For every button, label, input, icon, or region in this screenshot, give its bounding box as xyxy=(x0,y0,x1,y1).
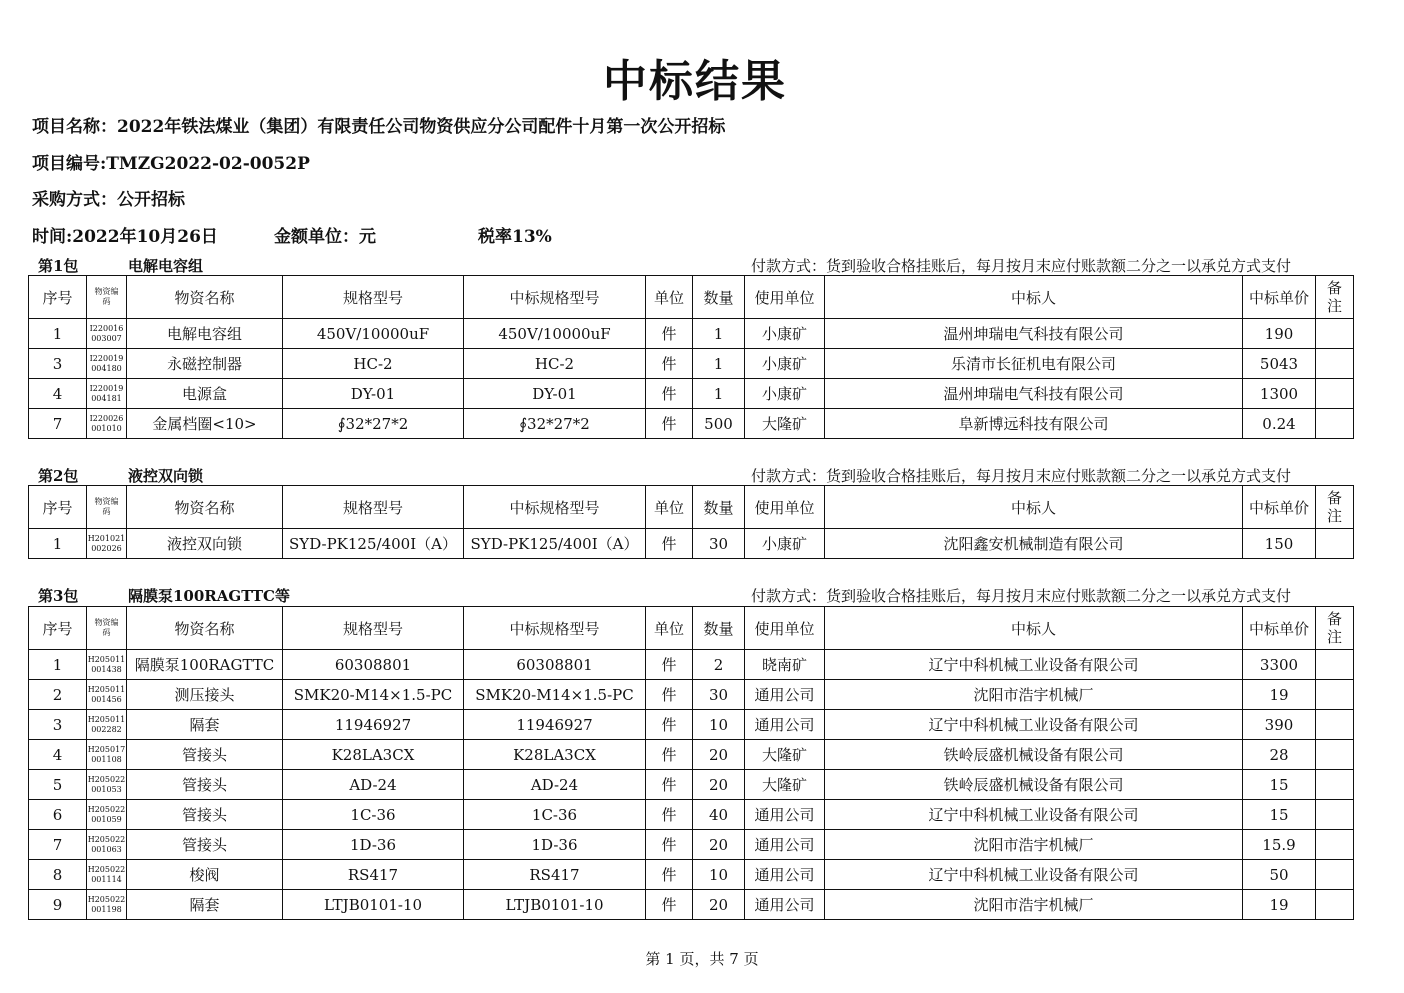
header-code: 物资编 码 xyxy=(87,486,127,529)
header-winner: 中标人 xyxy=(825,486,1243,529)
cell-name: 管接头 xyxy=(127,740,283,770)
cell-price: 3300 xyxy=(1243,650,1316,680)
cell-remark xyxy=(1316,680,1354,710)
cell-bid-spec: AD-24 xyxy=(464,770,646,800)
cell-qty: 10 xyxy=(693,710,745,740)
table-row xyxy=(29,830,1354,860)
cell-unit: 件 xyxy=(646,349,693,379)
cell-seq: 9 xyxy=(29,890,87,920)
cell-qty: 20 xyxy=(693,830,745,860)
cell-bid-spec: LTJB0101-10 xyxy=(464,890,646,920)
cell-unit: 件 xyxy=(646,529,693,559)
cell-code-line2: 001053 xyxy=(91,784,122,794)
cell-remark xyxy=(1316,890,1354,920)
payment-terms: 付款方式：货到验收合格挂账后，每月按月末应付账款额二分之一以承兑方式支付 xyxy=(750,467,1291,485)
table-header-row xyxy=(29,486,1354,529)
cell-remark xyxy=(1316,650,1354,680)
cell-winner: 铁岭辰盛机械设备有限公司 xyxy=(825,770,1243,800)
package-label: 第3包 xyxy=(38,587,79,605)
cell-remark xyxy=(1316,860,1354,890)
cell-seq: 7 xyxy=(29,409,87,439)
cell-bid-spec: K28LA3CX xyxy=(464,740,646,770)
table-row xyxy=(29,800,1354,830)
cell-seq: 6 xyxy=(29,800,87,830)
header-price: 中标单价 xyxy=(1243,486,1316,529)
cell-unit: 件 xyxy=(646,890,693,920)
cell-user: 小康矿 xyxy=(745,349,825,379)
cell-name: 金属档圈<10> xyxy=(127,409,283,439)
header-spec: 规格型号 xyxy=(283,486,464,529)
cell-remark xyxy=(1316,770,1354,800)
cell-code-line2: 001438 xyxy=(91,664,122,674)
package-header xyxy=(28,257,1353,275)
cell-unit: 件 xyxy=(646,800,693,830)
cell-code xyxy=(87,860,127,890)
cell-seq: 8 xyxy=(29,860,87,890)
cell-spec: HC-2 xyxy=(283,349,464,379)
cell-user: 小康矿 xyxy=(745,319,825,349)
cell-user: 大隆矿 xyxy=(745,770,825,800)
cell-unit: 件 xyxy=(646,650,693,680)
cell-spec: 450V/10000uF xyxy=(283,319,464,349)
cell-name: 电源盒 xyxy=(127,379,283,409)
cell-name: 永磁控制器 xyxy=(127,349,283,379)
page-footer: 第 1 页，共 7 页 xyxy=(645,950,759,968)
cell-winner: 阜新博远科技有限公司 xyxy=(825,409,1243,439)
cell-winner: 辽宁中科机械工业设备有限公司 xyxy=(825,860,1243,890)
cell-code xyxy=(87,349,127,379)
header-remark: 备 注 xyxy=(1316,486,1354,529)
cell-qty: 500 xyxy=(693,409,745,439)
cell-unit: 件 xyxy=(646,830,693,860)
header-name: 物资名称 xyxy=(127,276,283,319)
cell-unit: 件 xyxy=(646,770,693,800)
table-header-row xyxy=(29,276,1354,319)
cell-code-line1: H205011 xyxy=(87,684,126,694)
cell-price: 150 xyxy=(1243,529,1316,559)
cell-code-line2: 001114 xyxy=(91,874,122,884)
cell-code-line2: 001456 xyxy=(91,694,122,704)
table-row xyxy=(29,349,1354,379)
cell-code xyxy=(87,770,127,800)
header-winner: 中标人 xyxy=(825,607,1243,650)
cell-bid-spec: HC-2 xyxy=(464,349,646,379)
cell-spec: RS417 xyxy=(283,860,464,890)
cell-seq: 7 xyxy=(29,830,87,860)
header-price: 中标单价 xyxy=(1243,607,1316,650)
cell-code-line2: 001108 xyxy=(91,754,122,764)
cell-price: 28 xyxy=(1243,740,1316,770)
payment-terms: 付款方式：货到验收合格挂账后，每月按月末应付账款额二分之一以承兑方式支付 xyxy=(750,257,1291,275)
header-bid-spec: 中标规格型号 xyxy=(464,276,646,319)
table-row xyxy=(29,860,1354,890)
cell-price: 0.24 xyxy=(1243,409,1316,439)
cell-price: 15 xyxy=(1243,800,1316,830)
table-row xyxy=(29,650,1354,680)
cell-spec: 11946927 xyxy=(283,710,464,740)
cell-name: 液控双向锁 xyxy=(127,529,283,559)
cell-winner: 辽宁中科机械工业设备有限公司 xyxy=(825,650,1243,680)
cell-user: 小康矿 xyxy=(745,379,825,409)
cell-code xyxy=(87,710,127,740)
cell-code-line2: 004181 xyxy=(91,393,122,403)
cell-user: 小康矿 xyxy=(745,529,825,559)
cell-winner: 沈阳市浩宇机械厂 xyxy=(825,830,1243,860)
cell-code-line1: I220019 xyxy=(89,353,124,363)
cell-bid-spec: SMK20-M14×1.5-PC xyxy=(464,680,646,710)
table-header-row xyxy=(29,607,1354,650)
cell-code-line2: 003007 xyxy=(91,333,122,343)
page-title: 中标结果 xyxy=(603,56,787,107)
cell-unit: 件 xyxy=(646,319,693,349)
cell-code-line2: 001059 xyxy=(91,814,122,824)
header-unit: 单位 xyxy=(646,486,693,529)
cell-winner: 沈阳市浩宇机械厂 xyxy=(825,680,1243,710)
cell-remark xyxy=(1316,319,1354,349)
cell-code-line1: H205017 xyxy=(87,744,126,754)
header-qty: 数量 xyxy=(693,276,745,319)
cell-winner: 温州坤瑞电气科技有限公司 xyxy=(825,319,1243,349)
header-spec: 规格型号 xyxy=(283,607,464,650)
cell-name: 管接头 xyxy=(127,770,283,800)
cell-qty: 30 xyxy=(693,680,745,710)
cell-qty: 20 xyxy=(693,890,745,920)
header-unit: 单位 xyxy=(646,607,693,650)
cell-code-line2: 001063 xyxy=(91,844,122,854)
cell-bid-spec: 11946927 xyxy=(464,710,646,740)
cell-bid-spec: RS417 xyxy=(464,860,646,890)
header-qty: 数量 xyxy=(693,607,745,650)
cell-winner: 沈阳市浩宇机械厂 xyxy=(825,890,1243,920)
cell-price: 190 xyxy=(1243,319,1316,349)
cell-qty: 2 xyxy=(693,650,745,680)
cell-code-line1: I220019 xyxy=(89,383,124,393)
header-remark: 备 注 xyxy=(1316,607,1354,650)
cell-name: 管接头 xyxy=(127,830,283,860)
cell-user: 大隆矿 xyxy=(745,740,825,770)
cell-bid-spec: DY-01 xyxy=(464,379,646,409)
cell-bid-spec: 1D-36 xyxy=(464,830,646,860)
cell-remark xyxy=(1316,830,1354,860)
cell-price: 15.9 xyxy=(1243,830,1316,860)
cell-unit: 件 xyxy=(646,680,693,710)
package-header xyxy=(28,587,1353,605)
cell-remark xyxy=(1316,800,1354,830)
header-user: 使用单位 xyxy=(745,607,825,650)
cell-spec: 60308801 xyxy=(283,650,464,680)
cell-unit: 件 xyxy=(646,409,693,439)
cell-code-line1: H205022 xyxy=(87,864,126,874)
cell-code-line1: H205022 xyxy=(87,834,126,844)
header-winner: 中标人 xyxy=(825,276,1243,319)
header-name: 物资名称 xyxy=(127,486,283,529)
package-name: 隔膜泵100RAGTTC等 xyxy=(128,587,290,605)
cell-code-line2: 002026 xyxy=(91,543,122,553)
table-row xyxy=(29,710,1354,740)
cell-remark xyxy=(1316,529,1354,559)
cell-code xyxy=(87,680,127,710)
header-name: 物资名称 xyxy=(127,607,283,650)
cell-winner: 乐清市长征机电有限公司 xyxy=(825,349,1243,379)
cell-price: 19 xyxy=(1243,890,1316,920)
cell-seq: 1 xyxy=(29,529,87,559)
cell-name: 管接头 xyxy=(127,800,283,830)
package-label: 第2包 xyxy=(38,467,79,485)
cell-price: 390 xyxy=(1243,710,1316,740)
cell-qty: 40 xyxy=(693,800,745,830)
cell-winner: 铁岭辰盛机械设备有限公司 xyxy=(825,740,1243,770)
cell-code-line1: H205022 xyxy=(87,774,126,784)
cell-spec: 1D-36 xyxy=(283,830,464,860)
currency-unit: 金额单位：元 xyxy=(274,227,376,247)
cell-name: 梭阀 xyxy=(127,860,283,890)
cell-code xyxy=(87,319,127,349)
cell-name: 电解电容组 xyxy=(127,319,283,349)
cell-seq: 1 xyxy=(29,650,87,680)
header-seq: 序号 xyxy=(29,607,87,650)
header-remark: 备 注 xyxy=(1316,276,1354,319)
header-spec: 规格型号 xyxy=(283,276,464,319)
table-row xyxy=(29,379,1354,409)
table-row xyxy=(29,529,1354,559)
cell-remark xyxy=(1316,409,1354,439)
cell-user: 晓南矿 xyxy=(745,650,825,680)
cell-bid-spec: SYD-PK125/400I（A） xyxy=(464,529,646,559)
header-price: 中标单价 xyxy=(1243,276,1316,319)
cell-code xyxy=(87,740,127,770)
cell-name: 隔套 xyxy=(127,710,283,740)
cell-seq: 2 xyxy=(29,680,87,710)
header-user: 使用单位 xyxy=(745,276,825,319)
cell-code-line1: I220026 xyxy=(89,413,124,423)
cell-qty: 20 xyxy=(693,740,745,770)
cell-remark xyxy=(1316,740,1354,770)
package-header xyxy=(28,467,1353,485)
cell-code-line1: I220016 xyxy=(89,323,124,333)
table-row xyxy=(29,740,1354,770)
cell-code xyxy=(87,650,127,680)
cell-user: 通用公司 xyxy=(745,830,825,860)
cell-user: 通用公司 xyxy=(745,890,825,920)
cell-code xyxy=(87,409,127,439)
header-seq: 序号 xyxy=(29,276,87,319)
cell-winner: 辽宁中科机械工业设备有限公司 xyxy=(825,800,1243,830)
package-table xyxy=(28,606,1354,920)
cell-spec: SMK20-M14×1.5-PC xyxy=(283,680,464,710)
cell-code-line2: 004180 xyxy=(91,363,122,373)
table-row xyxy=(29,409,1354,439)
cell-user: 通用公司 xyxy=(745,860,825,890)
cell-remark xyxy=(1316,710,1354,740)
cell-qty: 10 xyxy=(693,860,745,890)
header-code: 物资编 码 xyxy=(87,276,127,319)
cell-seq: 1 xyxy=(29,319,87,349)
table-row xyxy=(29,770,1354,800)
cell-price: 15 xyxy=(1243,770,1316,800)
cell-spec: K28LA3CX xyxy=(283,740,464,770)
cell-code-line1: H205011 xyxy=(87,654,126,664)
cell-bid-spec: 1C-36 xyxy=(464,800,646,830)
package-name: 液控双向锁 xyxy=(128,467,204,485)
header-qty: 数量 xyxy=(693,486,745,529)
cell-spec: LTJB0101-10 xyxy=(283,890,464,920)
table-row xyxy=(29,319,1354,349)
tax-rate: 税率13% xyxy=(478,227,552,247)
cell-qty: 30 xyxy=(693,529,745,559)
package-name: 电解电容组 xyxy=(128,257,204,275)
cell-winner: 温州坤瑞电气科技有限公司 xyxy=(825,379,1243,409)
cell-user: 通用公司 xyxy=(745,710,825,740)
cell-seq: 4 xyxy=(29,379,87,409)
cell-code-line1: H201021 xyxy=(87,533,126,543)
cell-price: 19 xyxy=(1243,680,1316,710)
cell-code xyxy=(87,800,127,830)
cell-code xyxy=(87,529,127,559)
cell-code-line2: 001010 xyxy=(91,423,122,433)
cell-bid-spec: 450V/10000uF xyxy=(464,319,646,349)
cell-unit: 件 xyxy=(646,379,693,409)
cell-qty: 1 xyxy=(693,319,745,349)
cell-code xyxy=(87,890,127,920)
cell-price: 1300 xyxy=(1243,379,1316,409)
cell-unit: 件 xyxy=(646,740,693,770)
cell-code-line1: H205022 xyxy=(87,894,126,904)
cell-remark xyxy=(1316,349,1354,379)
project-number: 项目编号:TMZG2022-02-0052P xyxy=(32,154,310,174)
cell-spec: SYD-PK125/400I（A） xyxy=(283,529,464,559)
cell-price: 5043 xyxy=(1243,349,1316,379)
cell-code-line1: H205011 xyxy=(87,714,126,724)
header-unit: 单位 xyxy=(646,276,693,319)
cell-user: 通用公司 xyxy=(745,680,825,710)
payment-terms: 付款方式：货到验收合格挂账后，每月按月末应付账款额二分之一以承兑方式支付 xyxy=(750,587,1291,605)
header-code: 物资编 码 xyxy=(87,607,127,650)
package-label: 第1包 xyxy=(38,257,79,275)
header-seq: 序号 xyxy=(29,486,87,529)
header-user: 使用单位 xyxy=(745,486,825,529)
cell-qty: 1 xyxy=(693,349,745,379)
cell-name: 测压接头 xyxy=(127,680,283,710)
cell-code-line1: H205022 xyxy=(87,804,126,814)
cell-seq: 3 xyxy=(29,710,87,740)
cell-seq: 4 xyxy=(29,740,87,770)
table-row xyxy=(29,680,1354,710)
cell-spec: 1C-36 xyxy=(283,800,464,830)
cell-code xyxy=(87,379,127,409)
cell-bid-spec: ∮32*27*2 xyxy=(464,409,646,439)
cell-qty: 20 xyxy=(693,770,745,800)
cell-code-line2: 002282 xyxy=(91,724,122,734)
cell-user: 通用公司 xyxy=(745,800,825,830)
header-bid-spec: 中标规格型号 xyxy=(464,486,646,529)
cell-seq: 3 xyxy=(29,349,87,379)
meta-line xyxy=(32,226,552,248)
cell-name: 隔套 xyxy=(127,890,283,920)
cell-price: 50 xyxy=(1243,860,1316,890)
package-table xyxy=(28,275,1354,439)
header-bid-spec: 中标规格型号 xyxy=(464,607,646,650)
cell-name: 隔膜泵100RAGTTC xyxy=(127,650,283,680)
cell-bid-spec: 60308801 xyxy=(464,650,646,680)
cell-code-line2: 001198 xyxy=(91,904,122,914)
package-table xyxy=(28,485,1354,559)
project-name: 项目名称：2022年铁法煤业（集团）有限责任公司物资供应分公司配件十月第一次公开招标 xyxy=(32,117,726,137)
cell-qty: 1 xyxy=(693,379,745,409)
cell-seq: 5 xyxy=(29,770,87,800)
cell-winner: 沈阳鑫安机械制造有限公司 xyxy=(825,529,1243,559)
cell-spec: AD-24 xyxy=(283,770,464,800)
cell-unit: 件 xyxy=(646,710,693,740)
bid-date: 时间:2022年10月26日 xyxy=(32,227,218,247)
table-row xyxy=(29,890,1354,920)
cell-user: 大隆矿 xyxy=(745,409,825,439)
cell-remark xyxy=(1316,379,1354,409)
cell-code xyxy=(87,830,127,860)
cell-unit: 件 xyxy=(646,860,693,890)
cell-winner: 辽宁中科机械工业设备有限公司 xyxy=(825,710,1243,740)
cell-spec: DY-01 xyxy=(283,379,464,409)
purchase-method: 采购方式：公开招标 xyxy=(32,190,185,210)
cell-spec: ∮32*27*2 xyxy=(283,409,464,439)
